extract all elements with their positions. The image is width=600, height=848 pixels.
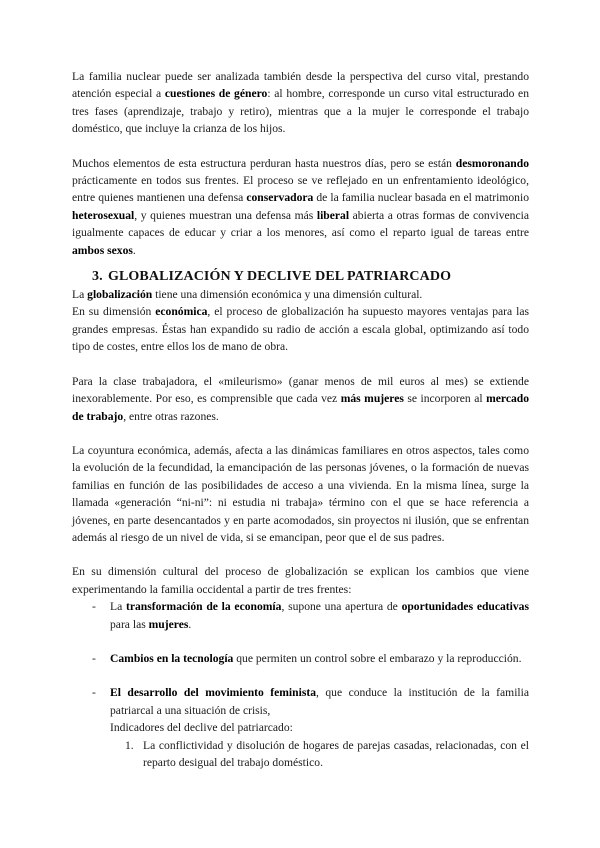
- text-run: se incorporen al: [403, 392, 487, 406]
- text-run: , que conduce la institución de la familia patriarcal a una situación de crisis,: [110, 686, 530, 717]
- paragraph-globalizacion: [72, 286, 529, 303]
- bullet-item: [92, 598, 529, 633]
- bold-term: Cambios en la tecnología: [110, 651, 234, 665]
- text-run: prácticamente en todos sus frentes. El proceso se ve reflejado en un enfrentamiento ideológico, entre quienes mantienen una defensa: [72, 174, 529, 205]
- text-run: , y quienes muestran una defensa más: [134, 208, 317, 222]
- text-run: , el proceso de globalización ha supuesto mayores ventajas para las grandes empresas. Éstas han expandido su radio de acción a escala global, optimizando así todo tipo de costes, entre ellos los de mano de obra.: [72, 305, 529, 354]
- paragraph-dimension-cultural: En su dimensión cultural del proceso de globalización se explican los cambios que viene experimentando la familia occidental a partir de tres frentes:: [72, 565, 529, 596]
- bold-term: globalización: [87, 288, 153, 302]
- section-title: GLOBALIZACIÓN Y DECLIVE DEL PATRIARCADO: [108, 269, 452, 285]
- bullet-item: [92, 684, 529, 719]
- bold-term: mujeres: [148, 617, 189, 631]
- text-run: , entre otras razones.: [123, 409, 219, 423]
- section-heading: [72, 268, 529, 286]
- paragraph-curso-vital: [72, 68, 529, 138]
- bold-term: El desarrollo del movimiento feminista: [110, 686, 316, 700]
- bullet-text: [110, 684, 529, 719]
- paragraph-coyuntura: La coyuntura económica, además, afecta a las dinámicas familiares en otros aspectos, tales como la evolución de la fecundidad, la emancipación de las personas jóvenes, o la formación de nuevas familias en función de las posibilidades de acceso a una vivienda. En la misma línea, surge la llamada «generación “ni-ni”: ni estudia ni trabaja» término con el que se hace referencia a jóvenes, en parte desencantados y en parte acomodados, sin proyectos ni ilusión, que se enfrentan además al riesgo de un nivel de vida, si se emancipan, peor que el de sus padres.: [72, 443, 529, 544]
- bullet-dash: -: [92, 651, 96, 665]
- paragraph-dimension-economica: [72, 303, 529, 355]
- text-run: Para la clase trabajadora, el «mileurismo» (ganar menos de mil euros al mes) se extiende inexorablemente. Por eso, es comprensible que cada vez: [72, 374, 529, 406]
- document-page: [72, 68, 529, 771]
- text-run: para las: [110, 617, 149, 631]
- item-number: 1.: [125, 738, 134, 752]
- bullet-item: [92, 650, 529, 667]
- text-run: de la familia nuclear basada en el matrimonio: [313, 191, 529, 205]
- bold-term: económica: [155, 305, 208, 319]
- text-run: .: [132, 243, 136, 257]
- text-run: Muchos elementos de esta estructura perduran hasta nuestros días, pero se están: [72, 156, 456, 170]
- bold-term: conservadora: [246, 191, 314, 205]
- text-run: : al hombre, corresponde un curso vital estructurado en tres fases (aprendizaje, trabajo y retiro), mientras que a la mujer le corresponde el trabajo doméstico, que incluye la crianza de los hijos.: [72, 87, 529, 136]
- text-run: que permiten un control sobre el embarazo y la reproducción.: [233, 651, 522, 665]
- text-run: tiene una dimensión económica y una dimensión cultural.: [152, 288, 423, 302]
- bullet-dash: -: [92, 686, 96, 700]
- bold-term: transformación de la economía: [125, 600, 282, 614]
- bold-term: liberal: [316, 208, 350, 222]
- bold-term: heterosexual: [72, 208, 135, 222]
- item-text: La conflictividad y disolución de hogares de parejas casadas, relacionadas, con el reparto desigual del trabajo doméstico.: [143, 738, 529, 769]
- bullet-dash: -: [92, 600, 96, 614]
- bold-term: oportunidades educativas: [401, 600, 529, 614]
- bold-term: mercado de trabajo: [72, 392, 530, 423]
- paragraph-estructura: [72, 155, 529, 259]
- bullet-text: [110, 650, 529, 667]
- text-run: La: [110, 600, 126, 614]
- text-run: En su dimensión: [72, 305, 156, 319]
- text-run: abierta a otras formas de convivencia igualmente capaces de educar y criar a los menores, así como el reparto igual de tareas entre: [72, 208, 529, 240]
- text-run: La: [72, 288, 88, 302]
- bold-term: cuestiones de género: [164, 87, 268, 101]
- numbered-item: [125, 737, 529, 772]
- text-run: , supone una apertura de: [281, 600, 402, 614]
- section-number: 3.: [92, 269, 103, 285]
- bold-term: ambos sexos: [72, 243, 133, 257]
- text-run: La familia nuclear puede ser analizada también desde la perspectiva del curso vital, prestando atención especial a: [72, 70, 529, 101]
- text-run: .: [188, 617, 192, 631]
- bullet-text: [110, 598, 529, 633]
- indicators-label: Indicadores del declive del patriarcado:: [110, 721, 293, 735]
- bold-term: más mujeres: [340, 392, 404, 406]
- bold-term: desmoronando: [455, 156, 529, 170]
- paragraph-clase-trabajadora: [72, 373, 529, 425]
